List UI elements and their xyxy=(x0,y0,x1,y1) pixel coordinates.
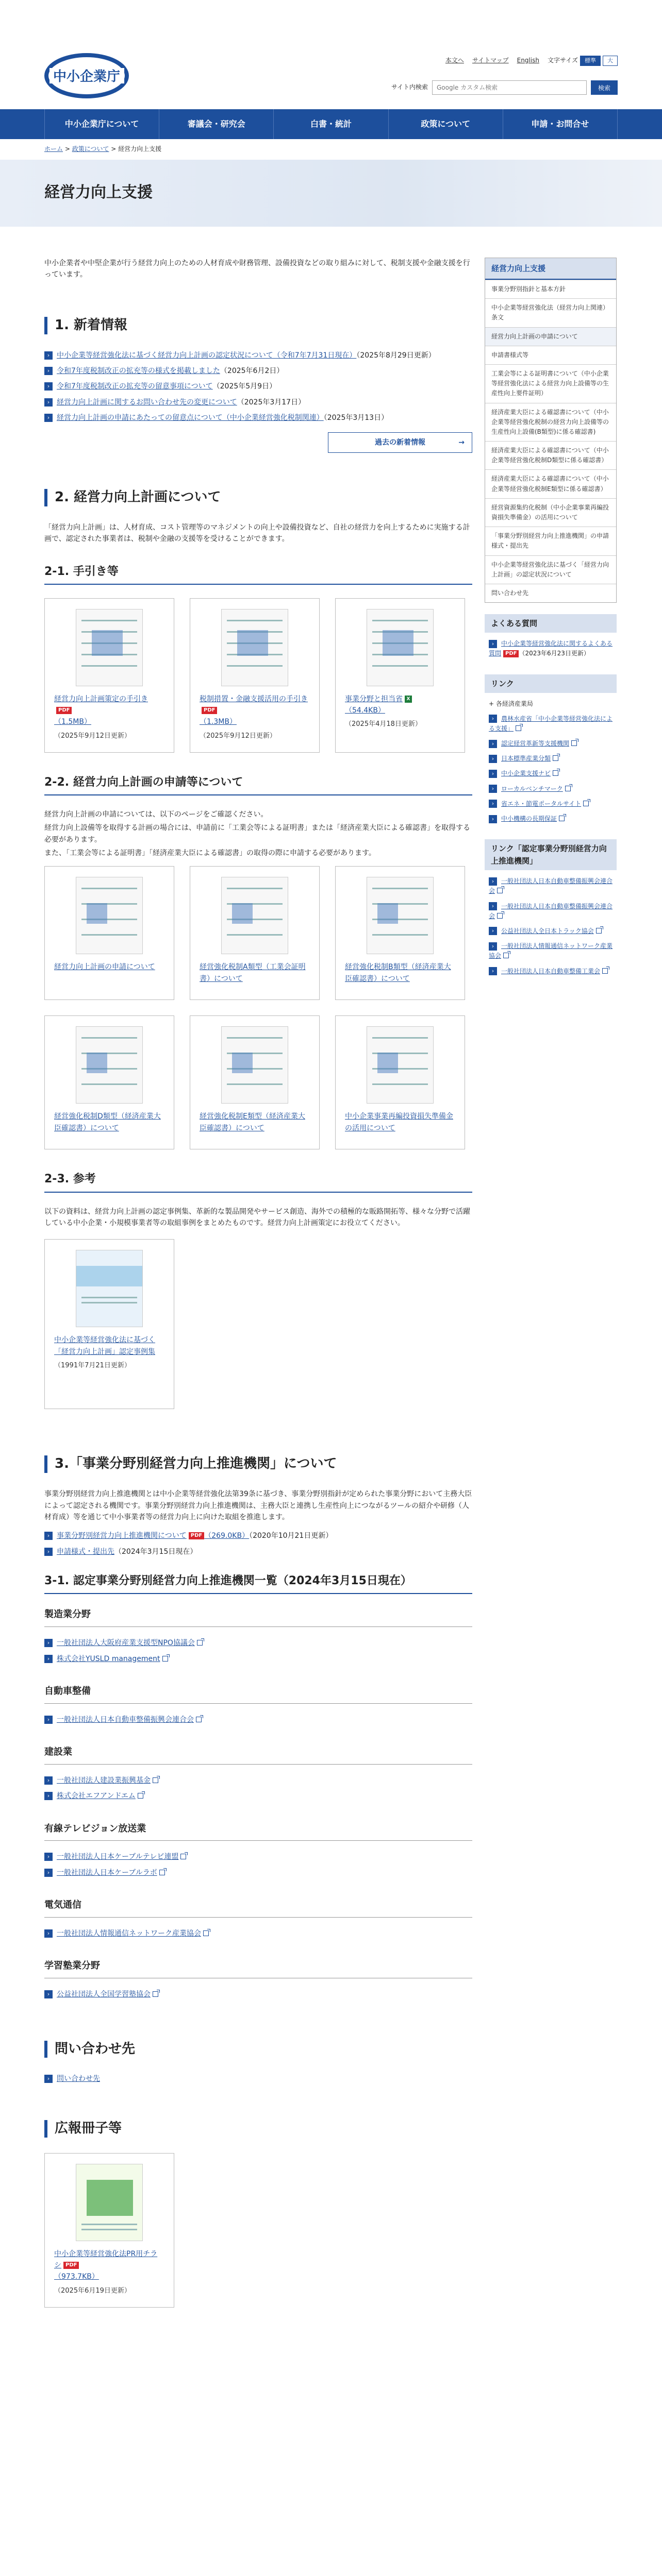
site-header xyxy=(0,0,662,108)
thumb-block xyxy=(92,630,123,656)
thumb-line xyxy=(227,1037,283,1039)
arrow-icon: › xyxy=(44,1929,53,1938)
org-link[interactable]: 株式会社YUSLD management xyxy=(57,1654,160,1663)
thumb-line xyxy=(81,620,137,621)
thumb-line xyxy=(227,934,283,936)
arrow-icon: › xyxy=(489,715,497,723)
external-link-icon xyxy=(602,968,608,974)
thumb-block xyxy=(237,630,268,656)
org-form-date: （2024年3月15日現在） xyxy=(114,1547,197,1556)
news-date: （2025年3月13日） xyxy=(323,414,389,422)
side-org-link[interactable]: 一般社団法人日本自動車整備振興会連合会 xyxy=(489,902,613,920)
application-thumbnail xyxy=(76,1026,143,1104)
news-link[interactable]: 経営力向上計画に関するお問い合わせ先の変更について xyxy=(57,398,237,406)
application-heading: 2-2. 経営力向上計画の申請等について xyxy=(44,773,472,795)
breadcrumb: ホーム > 政策について > 経営力向上支援 xyxy=(44,145,162,152)
pdf-icon: PDF xyxy=(189,1532,204,1539)
gnav-item-about[interactable]: 中小企業庁について xyxy=(44,109,159,139)
org-group xyxy=(44,1607,472,1665)
arrow-icon: › xyxy=(489,815,497,823)
arrow-icon: › xyxy=(44,1869,53,1877)
application-card[interactable] xyxy=(335,866,465,1000)
list-item xyxy=(44,1714,472,1725)
guide-link[interactable]: 事業分野と担当省 xyxy=(345,694,403,703)
external-link-icon xyxy=(497,888,503,893)
thumb-line xyxy=(372,1037,428,1039)
application-thumbnail xyxy=(76,877,143,954)
plan-intro: 「経営力向上計画」は、人材育成、コスト管理等のマネジメントの向上や設備投資など、自社の経営力を向上するために実施する計画で、認定された事業者は、税制や金融の支援等を受けることができます。 xyxy=(44,523,470,544)
list-item xyxy=(44,1867,472,1878)
side-link-item xyxy=(489,784,617,794)
org-list xyxy=(44,1928,472,1939)
plus-icon: + xyxy=(489,700,496,707)
past-news-button[interactable]: 過去の新着情報 → xyxy=(328,432,472,453)
list-item xyxy=(44,1989,472,2000)
arrow-icon: › xyxy=(44,1776,53,1785)
font-size-label: 文字サイズ xyxy=(547,57,578,64)
org-heading: 3.「事業分野別経営力向上推進機関」について xyxy=(44,1455,472,1473)
application-thumbnail xyxy=(221,877,288,954)
arrow-icon: › xyxy=(489,927,497,935)
booklet-card[interactable] xyxy=(44,2153,174,2308)
link-heading: リンク xyxy=(485,674,617,693)
search-label: サイト内検索 xyxy=(391,83,428,91)
arrow-icon: › xyxy=(489,877,497,886)
org-link[interactable]: 一般社団法人情報通信ネットワーク産業協会 xyxy=(57,1929,201,1938)
arrow-icon: › xyxy=(489,800,497,808)
application-link[interactable]: 経営強化税制A類型（工業会証明書）について xyxy=(200,963,306,983)
thumb-block xyxy=(87,1053,107,1073)
plan-heading: 2. 経営力向上計画について xyxy=(44,489,472,506)
external-link-icon xyxy=(553,755,558,761)
external-link-icon xyxy=(153,1777,158,1783)
side-org-link[interactable]: 公益社団法人全日本トラック協会 xyxy=(501,927,594,935)
side-menu-item[interactable]: 経営資源集約化税制（中小企業事業再編投資損失準備金）の活用について xyxy=(485,498,616,527)
external-link-icon xyxy=(162,1656,168,1662)
guide-thumbnail xyxy=(367,609,434,686)
side-link-item xyxy=(489,754,617,764)
application-link[interactable]: 経営強化税制D類型（経済産業大臣確認書）について xyxy=(54,1112,161,1132)
org-link[interactable]: 一般社団法人大阪府産業支援型NPO協議会 xyxy=(57,1639,195,1648)
external-link-icon xyxy=(583,801,589,806)
external-link-icon xyxy=(203,1930,209,1936)
svg-text:中小企業庁: 中小企業庁 xyxy=(53,69,121,84)
faq-heading: よくある質問 xyxy=(485,614,617,633)
org-link[interactable]: 株式会社エフアンドエム xyxy=(57,1792,136,1801)
thumb-line xyxy=(81,888,137,889)
application-card[interactable] xyxy=(190,866,320,1000)
application-link[interactable]: 経営強化税制B類型（経済産業大臣確認書）について xyxy=(345,963,451,983)
thumb-line xyxy=(372,934,428,936)
org-link-heading: リンク「認定事業分野別経営力向上推進機関」 xyxy=(485,839,617,870)
org-groups xyxy=(44,1607,472,2000)
external-link-icon xyxy=(138,1793,143,1799)
external-link-icon xyxy=(596,928,602,934)
side-link-item xyxy=(489,799,617,809)
side-org-item xyxy=(489,926,617,936)
faq-item xyxy=(489,639,617,658)
side-org-link[interactable]: 一般社団法人日本自動車整備工業会 xyxy=(501,967,601,975)
side-menu-item[interactable]: 経営力向上計画の申請について xyxy=(485,327,616,346)
reference-text: 以下の資料は、経営力向上計画の認定事例集、革新的な製品開発やサービス創造、海外での積極的な販路開拓等、様々な分野で活躍している中小企業・小規模事業者等の取組事例をまとめたものです。経営力向上計画策定にお役立てください。 xyxy=(44,1207,470,1227)
side-menu-item[interactable]: 「事業分野別経営力向上推進機関」の申請様式・提出先 xyxy=(485,527,616,555)
side-org-item xyxy=(489,967,617,976)
external-link-icon xyxy=(180,1854,186,1859)
side-org-item xyxy=(489,876,617,896)
news-list xyxy=(44,350,472,424)
site-search xyxy=(391,80,618,95)
external-link-icon xyxy=(571,740,577,746)
guide-link[interactable]: 経営力向上計画策定の手引き xyxy=(54,694,148,703)
org-link[interactable]: 公益社団法人全国学習塾協会 xyxy=(57,1990,151,1999)
side-link[interactable]: 省エネ・節電ポータルサイト xyxy=(501,800,582,807)
pdf-icon: PDF xyxy=(56,707,72,714)
font-size-standard-button[interactable]: 標準 xyxy=(580,56,601,66)
list-item xyxy=(44,1530,472,1541)
arrow-icon: › xyxy=(489,755,497,763)
side-menu-item[interactable]: 申請書様式等 xyxy=(485,346,616,364)
side-link[interactable]: ローカルベンチマーク xyxy=(501,785,563,792)
arrow-icon: › xyxy=(44,398,53,406)
news-link[interactable]: 中小企業等経営強化法に基づく経営力向上計画の認定状況について（令和7年7月31日現在） xyxy=(57,351,357,360)
org-list xyxy=(44,1989,472,2000)
news-item xyxy=(44,397,472,408)
booklet-note: （2025年6月19日更新） xyxy=(54,2286,131,2295)
org-group-heading: 製造業分野 xyxy=(44,1607,472,1627)
side-link[interactable]: 日本標準産業分類 xyxy=(501,755,551,762)
list-item xyxy=(44,1637,472,1649)
org-link[interactable]: 一般社団法人日本自動車整備振興会連合会 xyxy=(57,1715,194,1724)
org-text: 事業分野別経営力向上推進機関とは中小企業等経営強化法第39条に基づき、事業分野別指針が定められた事業分野において主務大臣によって認定される機関です。事業分野別経営力向上推進機関は、主務大臣と連携し生産性向上につながるツールの紹介や研修（人材育成）等を通じて中小事業者等の経営力向上に向けた取組を推進します。 xyxy=(44,1490,472,1521)
arrow-icon: › xyxy=(489,967,497,975)
list-item xyxy=(44,1775,472,1786)
external-link-icon xyxy=(153,1991,158,1997)
main-content xyxy=(44,258,472,2308)
gnav-item-policy[interactable]: 政策について xyxy=(389,109,503,139)
side-org-link[interactable]: 一般社団法人情報通信ネットワーク産業協会 xyxy=(489,942,613,960)
arrow-icon: › xyxy=(44,1548,53,1556)
org-link[interactable]: 一般社団法人建設業振興基金 xyxy=(57,1776,151,1785)
arrow-icon: › xyxy=(44,1990,53,1998)
application-text-3: また、「工業会等による証明書」「経済産業大臣による確認書」の取得の際に申請する必要があります。 xyxy=(44,849,376,858)
org-group-heading: 建設業 xyxy=(44,1745,472,1765)
side-org-item xyxy=(489,902,617,921)
org-group-heading: 自動車整備 xyxy=(44,1684,472,1704)
org-doc-link[interactable]: 事業分野別経営力向上推進機関について xyxy=(57,1532,187,1540)
org-list xyxy=(44,1714,472,1725)
util-link-skip[interactable]: 本文へ xyxy=(445,57,464,64)
font-size-large-button[interactable]: 大 xyxy=(603,56,618,66)
list-item xyxy=(44,1851,472,1862)
font-size-control xyxy=(548,56,618,66)
thumb-block xyxy=(383,630,413,656)
org-list-heading: 3-1. 認定事業分野別経営力向上推進機関一覧（2024年3月15日現在） xyxy=(44,1572,472,1594)
search-button[interactable]: 検索 xyxy=(591,80,618,95)
arrow-icon: › xyxy=(44,1716,53,1724)
gnav-item-whitepaper[interactable]: 白書・統計 xyxy=(274,109,388,139)
org-group-heading: 有線テレビジョン放送業 xyxy=(44,1822,472,1841)
guide-size[interactable]: （54.4KB） xyxy=(345,706,385,715)
org-doc-size[interactable]: （269.0KB） xyxy=(204,1532,250,1540)
news-heading: 1. 新着情報 xyxy=(44,317,472,334)
news-date: （2025年8月29日更新） xyxy=(356,351,436,360)
thumb-line xyxy=(372,665,428,667)
contact-heading: 問い合わせ先 xyxy=(44,2041,472,2058)
guide-card[interactable] xyxy=(335,598,465,753)
thumb-line xyxy=(372,620,428,621)
arrow-icon: › xyxy=(44,382,53,391)
arrow-icon: › xyxy=(489,770,497,778)
external-link-icon xyxy=(197,1640,203,1646)
gnav-item-council[interactable]: 審議会・研究会 xyxy=(159,109,274,139)
external-link-icon xyxy=(553,770,558,776)
thumb-line xyxy=(372,888,428,889)
guide-size[interactable]: （1.3MB） xyxy=(200,718,237,726)
thumb-line xyxy=(227,620,283,621)
reference-thumbnail xyxy=(76,1250,143,1327)
reference-note: （1991年7月21日更新） xyxy=(54,1362,131,1370)
side-org-item xyxy=(489,941,617,961)
list-item xyxy=(44,1653,472,1665)
side-menu-item[interactable]: 中小企業等経営強化法（経営力向上関連）条文 xyxy=(485,298,616,327)
org-form-link[interactable]: 申請様式・提出先 xyxy=(57,1547,114,1556)
util-link-sitemap[interactable]: サイトマップ xyxy=(472,57,509,64)
guide-thumbnail xyxy=(221,609,288,686)
org-group xyxy=(44,1898,472,1939)
org-list xyxy=(44,1637,472,1665)
thumb-line xyxy=(81,934,137,936)
thumb-line xyxy=(81,665,137,667)
guide-size[interactable]: （1.5MB） xyxy=(54,718,91,726)
guide-note: （2025年4月18日更新） xyxy=(345,720,422,728)
guides-heading: 2-1. 手引き等 xyxy=(44,563,472,585)
application-link[interactable]: 経営力向上計画の申請について xyxy=(54,963,155,972)
arrow-icon: › xyxy=(489,640,497,648)
application-thumbnail xyxy=(367,1026,434,1104)
external-link-icon xyxy=(503,953,509,958)
arrow-icon: › xyxy=(44,1655,53,1663)
thumb-line xyxy=(81,1083,137,1085)
util-link-english[interactable]: English xyxy=(517,57,539,64)
thumb-line xyxy=(227,1083,283,1085)
side-menu-item[interactable]: 事業分野別指針と基本方針 xyxy=(485,280,616,298)
external-link-icon xyxy=(565,786,571,791)
breadcrumb-policy[interactable]: 政策について xyxy=(72,145,109,152)
arrow-icon: › xyxy=(44,2075,53,2083)
guide-cards xyxy=(44,598,472,753)
application-cards xyxy=(44,866,472,1149)
xls-icon: X xyxy=(405,696,412,703)
arrow-icon: › xyxy=(489,740,497,748)
side-org-link[interactable]: 一般社団法人日本自動車整備振興会連合会 xyxy=(489,877,613,895)
faq-date: （2023年6月23日更新） xyxy=(519,650,590,657)
news-item xyxy=(44,412,472,423)
application-link[interactable]: 経営強化税制E類型（経済産業大臣確認書）について xyxy=(200,1112,305,1132)
side-link[interactable]: 中小機構の長期保証 xyxy=(501,815,557,822)
list-item xyxy=(44,1928,472,1939)
org-link[interactable]: 一般社団法人日本ケーブルテレビ連盟 xyxy=(57,1853,179,1861)
pdf-icon: PDF xyxy=(63,2262,79,2269)
booklet-thumbnail xyxy=(76,2164,143,2241)
pdf-icon: PDF xyxy=(503,650,519,657)
thumb-line xyxy=(81,1037,137,1039)
link-group-item xyxy=(489,699,617,709)
thumb-block xyxy=(377,1053,398,1073)
side-menu-item[interactable]: 工業会等による証明書について（中小企業等経営強化法による経営力向上設備等の生産性向上要件証明） xyxy=(485,364,616,403)
application-text-2: 経営力向上設備等を取得する計画の場合には、申請前に「工業会等による証明書」または「経済産業大臣による確認書」を取得する必要があります。 xyxy=(44,824,470,844)
org-group xyxy=(44,1822,472,1879)
thumb-block xyxy=(87,903,107,924)
page-title-bar xyxy=(0,160,662,227)
news-item xyxy=(44,350,472,361)
side-link-item xyxy=(489,769,617,778)
reference-heading: 2-3. 参考 xyxy=(44,1170,472,1192)
list-item xyxy=(44,1546,472,1557)
list-item xyxy=(44,2073,472,2084)
guide-thumbnail xyxy=(76,609,143,686)
arrow-icon: › xyxy=(44,1853,53,1861)
application-card[interactable] xyxy=(44,866,174,1000)
guide-note: （2025年9月12日更新） xyxy=(54,732,131,740)
guide-card[interactable] xyxy=(190,598,320,753)
external-link-icon xyxy=(497,913,503,919)
contact-link[interactable]: 問い合わせ先 xyxy=(57,2075,100,2083)
arrow-icon: › xyxy=(44,1639,53,1647)
arrow-icon: › xyxy=(44,351,53,360)
arrow-icon: › xyxy=(44,367,53,375)
arrow-icon: › xyxy=(44,414,53,422)
faq-link[interactable]: 中小企業等経営強化法に関するよくある質問 xyxy=(489,640,613,657)
thumb-block xyxy=(377,903,398,924)
application-thumbnail xyxy=(221,1026,288,1104)
external-link-icon xyxy=(159,1870,165,1875)
reference-link[interactable]: 中小企業等経営強化法に基づく「経営力向上計画」認定事例集 xyxy=(54,1336,155,1356)
global-nav xyxy=(0,109,662,139)
side-menu-item[interactable]: 経済産業大臣による確認書について（中小企業等経営強化税制の経営力向上設備等の生産性向上設備(B類型)に係る確認書) xyxy=(485,403,616,442)
arrow-icon: › xyxy=(489,785,497,793)
external-link-icon xyxy=(559,816,565,821)
list-item xyxy=(44,1790,472,1802)
reference-card[interactable] xyxy=(44,1239,174,1409)
guide-note: （2025年9月12日更新） xyxy=(200,732,276,740)
arrow-icon: › xyxy=(489,902,497,910)
side-link-item xyxy=(489,739,617,749)
side-menu-item[interactable]: 経済産業大臣による確認書について（中小企業等経営強化税制D類型に係る確認書） xyxy=(485,441,616,469)
news-date: （2025年6月2日） xyxy=(220,366,284,375)
side-link[interactable]: 中小企業支援ナビ xyxy=(501,770,551,777)
arrow-icon: › xyxy=(44,1792,53,1800)
org-list xyxy=(44,1851,472,1878)
breadcrumb-home[interactable]: ホーム xyxy=(44,145,63,152)
side-menu-item[interactable]: 中小企業等経営強化法に基づく「経営力向上計画」の認定状況について xyxy=(485,555,616,584)
application-card[interactable] xyxy=(44,1015,174,1149)
org-group-heading: 電気通信 xyxy=(44,1898,472,1918)
thumb-line xyxy=(227,888,283,889)
org-group xyxy=(44,1745,472,1802)
link-group-label[interactable]: 各経済産業局 xyxy=(495,700,533,707)
application-thumbnail xyxy=(367,877,434,954)
org-link[interactable]: 一般社団法人日本ケーブルラボ xyxy=(57,1868,157,1877)
application-text-1: 経営力向上計画の申請については、以下のページをご確認ください。 xyxy=(44,810,268,819)
application-card[interactable] xyxy=(335,1015,465,1149)
page-title: 経営力向上支援 xyxy=(44,183,153,201)
search-input[interactable] xyxy=(432,80,587,95)
thumb-line xyxy=(227,665,283,667)
gnav-item-application[interactable]: 申請・お問合せ xyxy=(503,109,618,139)
application-link[interactable]: 中小企業事業再編投資損失準備金の活用について xyxy=(345,1112,453,1132)
guide-card[interactable] xyxy=(44,598,174,753)
logo[interactable] xyxy=(44,52,129,100)
side-menu xyxy=(485,258,617,603)
side-menu-item[interactable]: 経済産業大臣による確認書について（中小企業等経営強化税制E類型に係る確認書） xyxy=(485,469,616,498)
org-doc-date: （2020年10月21日更新） xyxy=(249,1532,333,1540)
org-group xyxy=(44,1684,472,1725)
lead-text: 中小企業者や中堅企業が行う経営力向上のための人材育成や財務管理、設備投資などの取り組みに対して、税制支援や金融支援を行っています。 xyxy=(44,259,470,279)
external-link-icon xyxy=(516,725,521,731)
news-link[interactable]: 令和7年度税制改正の拡充等の様式を掲載しました xyxy=(57,366,220,375)
guide-link[interactable]: 税制措置・金融支援活用の手引き xyxy=(200,694,308,703)
booklet-heading: 広報冊子等 xyxy=(44,2120,472,2138)
arrow-icon: › xyxy=(44,1532,53,1540)
side-link[interactable]: 農林水産省「中小企業等経営強化法による支援」 xyxy=(489,715,613,732)
utility-nav xyxy=(445,56,618,66)
booklet-size[interactable]: （973.7KB） xyxy=(54,2273,99,2281)
side-menu-item[interactable]: 問い合わせ先 xyxy=(485,584,616,602)
booklet-link[interactable]: 中小企業等経営強化法PR用チラシ xyxy=(54,2249,158,2269)
pdf-icon: PDF xyxy=(202,707,217,714)
org-list xyxy=(44,1775,472,1802)
news-item xyxy=(44,381,472,392)
arrow-icon: › xyxy=(489,942,497,951)
application-card[interactable] xyxy=(190,1015,320,1149)
org-group-heading: 学習塾業分野 xyxy=(44,1959,472,1978)
side-link-item xyxy=(489,814,617,824)
side-menu-title[interactable]: 経営力向上支援 xyxy=(485,258,616,280)
external-link-icon xyxy=(196,1717,202,1722)
side-link-item xyxy=(489,714,617,734)
side-org-links xyxy=(485,876,617,976)
news-link[interactable]: 令和7年度税制改正の拡充等の留意事項について xyxy=(57,382,213,391)
sidebar xyxy=(485,258,617,981)
org-group xyxy=(44,1959,472,2000)
thumb-block xyxy=(232,903,253,924)
side-link[interactable]: 認定経営革新等支援機関 xyxy=(501,740,570,748)
thumb-block xyxy=(232,1053,253,1073)
news-date: （2025年3月17日） xyxy=(237,398,306,406)
side-links xyxy=(485,714,617,824)
news-link[interactable]: 経営力向上計画の申請にあたっての留意点について（中小企業経営強化税制関連） xyxy=(57,414,324,422)
thumb-line xyxy=(372,1083,428,1085)
breadcrumb-current: 経営力向上支援 xyxy=(118,145,162,152)
news-date: （2025年5月9日） xyxy=(212,382,277,391)
news-item xyxy=(44,365,472,377)
